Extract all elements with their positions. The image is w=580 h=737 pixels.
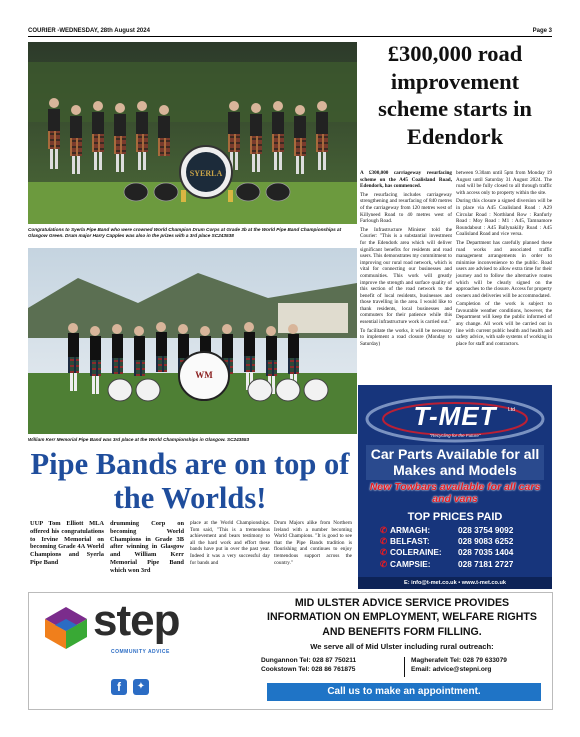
road-para: The Infrastructure Minister told the Courier: "This is a substantial investment for the Edendork area which will deliver significant benefits for residents and road users. This demonstrates my commitment to improving our rural road network, which is vital for connecting our businesses and communities. This work will greatly improve the strength and surface quality of this section of the road network to the benefit of local residents, businesses and those travelling in the area. I would like to thank residents, local businesses and commuters for their patience while this essential infrastructure work is carried out." bbox=[360, 226, 452, 326]
tmet-locations bbox=[380, 525, 550, 570]
road-para: Completion of the work is subject to favourable weather conditions, however, the Department will keep the public informed of any change. All work will be carried out in line with current public health and health and safety advice, with safe systems of working in place for staff and contractors. bbox=[456, 301, 552, 347]
tmet-towbars: New Towbars available for all cars and vans bbox=[369, 481, 541, 505]
step-email[interactable]: Email: advice@stepni.org bbox=[411, 666, 492, 674]
caption-syerla: Congratulations to Syerla Pipe Band who were crowned World Champion Drum Corps at Grade 3b at the World Pipe Band Championships at Glasgow Green. Drum major Harry Capples was also in the prizes with a 3rd place SC243538 bbox=[28, 227, 342, 238]
tmet-location-name: BELFAST: bbox=[390, 536, 430, 547]
road-column-1 bbox=[360, 170, 452, 349]
tmet-location-name: ARMAGH: bbox=[390, 525, 431, 535]
road-para: The Department has carefully planned these road works and associated traffic management arrangements in order to minimise inconvenience to the public. Road users are advised to allow extra time for their journey and to follow the alternative routes which will be clearly signed on the approaches to the closure. Access for property owners and deliveries will be accommodated. bbox=[456, 239, 552, 299]
step-advert bbox=[28, 592, 553, 710]
step-sub: COMMUNITY ADVICE bbox=[111, 649, 170, 655]
drum-label-syerla: SYERLA bbox=[189, 169, 223, 178]
tmet-location-name: CAMPSIE: bbox=[390, 558, 431, 569]
contacts-divider bbox=[404, 657, 405, 677]
pipe-column-4: Drum Majors alike from Northern Ireland with a number becoming World Champions. "It is good to see that the Pipe Bands tradition is flourishing and continues to enjoy tremendous support across the country." bbox=[274, 520, 352, 566]
tmet-location-name: COLERAINE: bbox=[390, 547, 442, 558]
step-headline: MID ULSTER ADVICE SERVICE PROVIDES INFORMATION ON EMPLOYMENT, WELFARE RIGHTS AND BENEFITS FORM FILLING. bbox=[267, 597, 537, 638]
road-headline: £300,000 road improvement scheme starts in Edendork bbox=[378, 41, 532, 150]
step-logo: step bbox=[93, 596, 180, 645]
photo-syerla-pipe-band bbox=[28, 42, 357, 224]
tmet-location-row bbox=[380, 525, 550, 536]
phone-icon: ✆ bbox=[380, 558, 387, 569]
step-subline: We serve all of Mid Ulster including rural outreach: bbox=[310, 642, 494, 651]
magherafelt-phone[interactable]: Magherafelt Tel: 028 79 633079 bbox=[411, 657, 507, 664]
step-contacts-right bbox=[411, 656, 547, 675]
phone-icon: ✆ bbox=[380, 536, 387, 547]
page-number: Page 3 bbox=[532, 27, 552, 34]
tmet-logo: T-MET bbox=[413, 401, 497, 431]
caption-william-kerr: William Kerr Memorial Pipe Band was 3rd place at the World Championships in Glasgow. SC243553 bbox=[28, 437, 250, 442]
tmet-location-phone[interactable]: 028 7035 1404 bbox=[458, 547, 514, 558]
tmet-top-prices: TOP PRICES PAID bbox=[407, 511, 503, 523]
road-para: During this closure a signed diversion will be in place via A45 Coalisland Road : A29 Circular Road : Northland Row : Ranfurly Road : Moy Road : M1 : A45, Tamnamore Roundabout : A45 Ballynakilly Road : A45 Coalisland Road and vice versa. bbox=[456, 198, 552, 238]
tmet-tagline: "Recycling for the Future" bbox=[429, 433, 481, 438]
step-cta-button[interactable]: Call us to make an appointment. bbox=[267, 683, 541, 701]
pipe-column-3: place at the World Championships. Tom said, "This is a tremendous achievement and bears testimony to all the hard work and effort these bands have put in over the past year. Indeed it was a very successful day for bands and bbox=[190, 520, 270, 566]
road-para: To facilitate the works, it will be necessary to implement a road closure (Monday to Saturday) bbox=[360, 327, 452, 347]
tmet-advert bbox=[358, 385, 552, 589]
twitter-icon[interactable]: ✦ bbox=[133, 679, 149, 695]
phone-icon: ✆ bbox=[380, 525, 387, 535]
tmet-location-phone[interactable]: 028 3754 9092 bbox=[458, 525, 514, 535]
step-logo-icon bbox=[43, 605, 89, 651]
road-lead: A £300,000 carriageway resurfacing scheme on the A45 Coalisland Road, Edendork, has commenced. bbox=[360, 170, 452, 190]
dungannon-phone[interactable]: Dungannon Tel: 028 87 750211 bbox=[261, 657, 357, 664]
road-para: The resurfacing includes carriageway strengthening and resurfacing of 840 metres of the carriageway from 120 metres west of Killyneed Road to 40 metres west of Farlough Road. bbox=[360, 191, 452, 225]
pipe-bands-headline: Pipe Bands are on top of the Worlds! bbox=[30, 447, 350, 516]
tmet-location-row bbox=[380, 536, 550, 547]
road-column-2 bbox=[456, 170, 552, 349]
tmet-ltd: Ltd bbox=[508, 407, 515, 413]
tmet-headline: Car Parts Available for all Makes and Models bbox=[366, 445, 544, 480]
cookstown-phone[interactable]: Cookstown Tel: 028 86 761875 bbox=[261, 666, 356, 674]
tmet-location-row bbox=[380, 547, 550, 558]
header-dateline: COURIER -WEDNESDAY, 28th August 2024 bbox=[28, 27, 150, 34]
pipe-column-2: drumming Corp on becoming World Champions in Grade 3B after winning in Glasgow and William Kerr Memorial Pipe Band which won 3rd bbox=[110, 520, 184, 574]
facebook-icon[interactable]: f bbox=[111, 679, 127, 695]
tmet-footer[interactable]: E: info@t-met.co.uk • www.t-met.co.uk bbox=[358, 577, 552, 589]
step-contacts bbox=[261, 656, 547, 678]
tmet-location-phone[interactable]: 028 7181 2727 bbox=[458, 558, 514, 569]
page-header bbox=[28, 25, 552, 37]
photo-william-kerr-pipe-band bbox=[28, 248, 357, 434]
road-para: between 9.30am until 5pm from Monday 19 August until Saturday 31 August 2024. The road will be fully closed to all through traffic with access only to property within the site. bbox=[456, 170, 552, 196]
pipe-column-1: UUP Tom Elliott MLA offered his congratulations to Irvine Memorial on becoming Grade 4A World Champions and Syerla Pipe Band bbox=[30, 520, 104, 567]
tmet-location-row bbox=[380, 559, 550, 570]
tmet-location-phone[interactable]: 028 9083 6252 bbox=[458, 536, 514, 547]
drum-label-wkm: WM bbox=[195, 370, 213, 380]
step-contacts-left bbox=[261, 656, 401, 675]
phone-icon: ✆ bbox=[380, 547, 387, 558]
